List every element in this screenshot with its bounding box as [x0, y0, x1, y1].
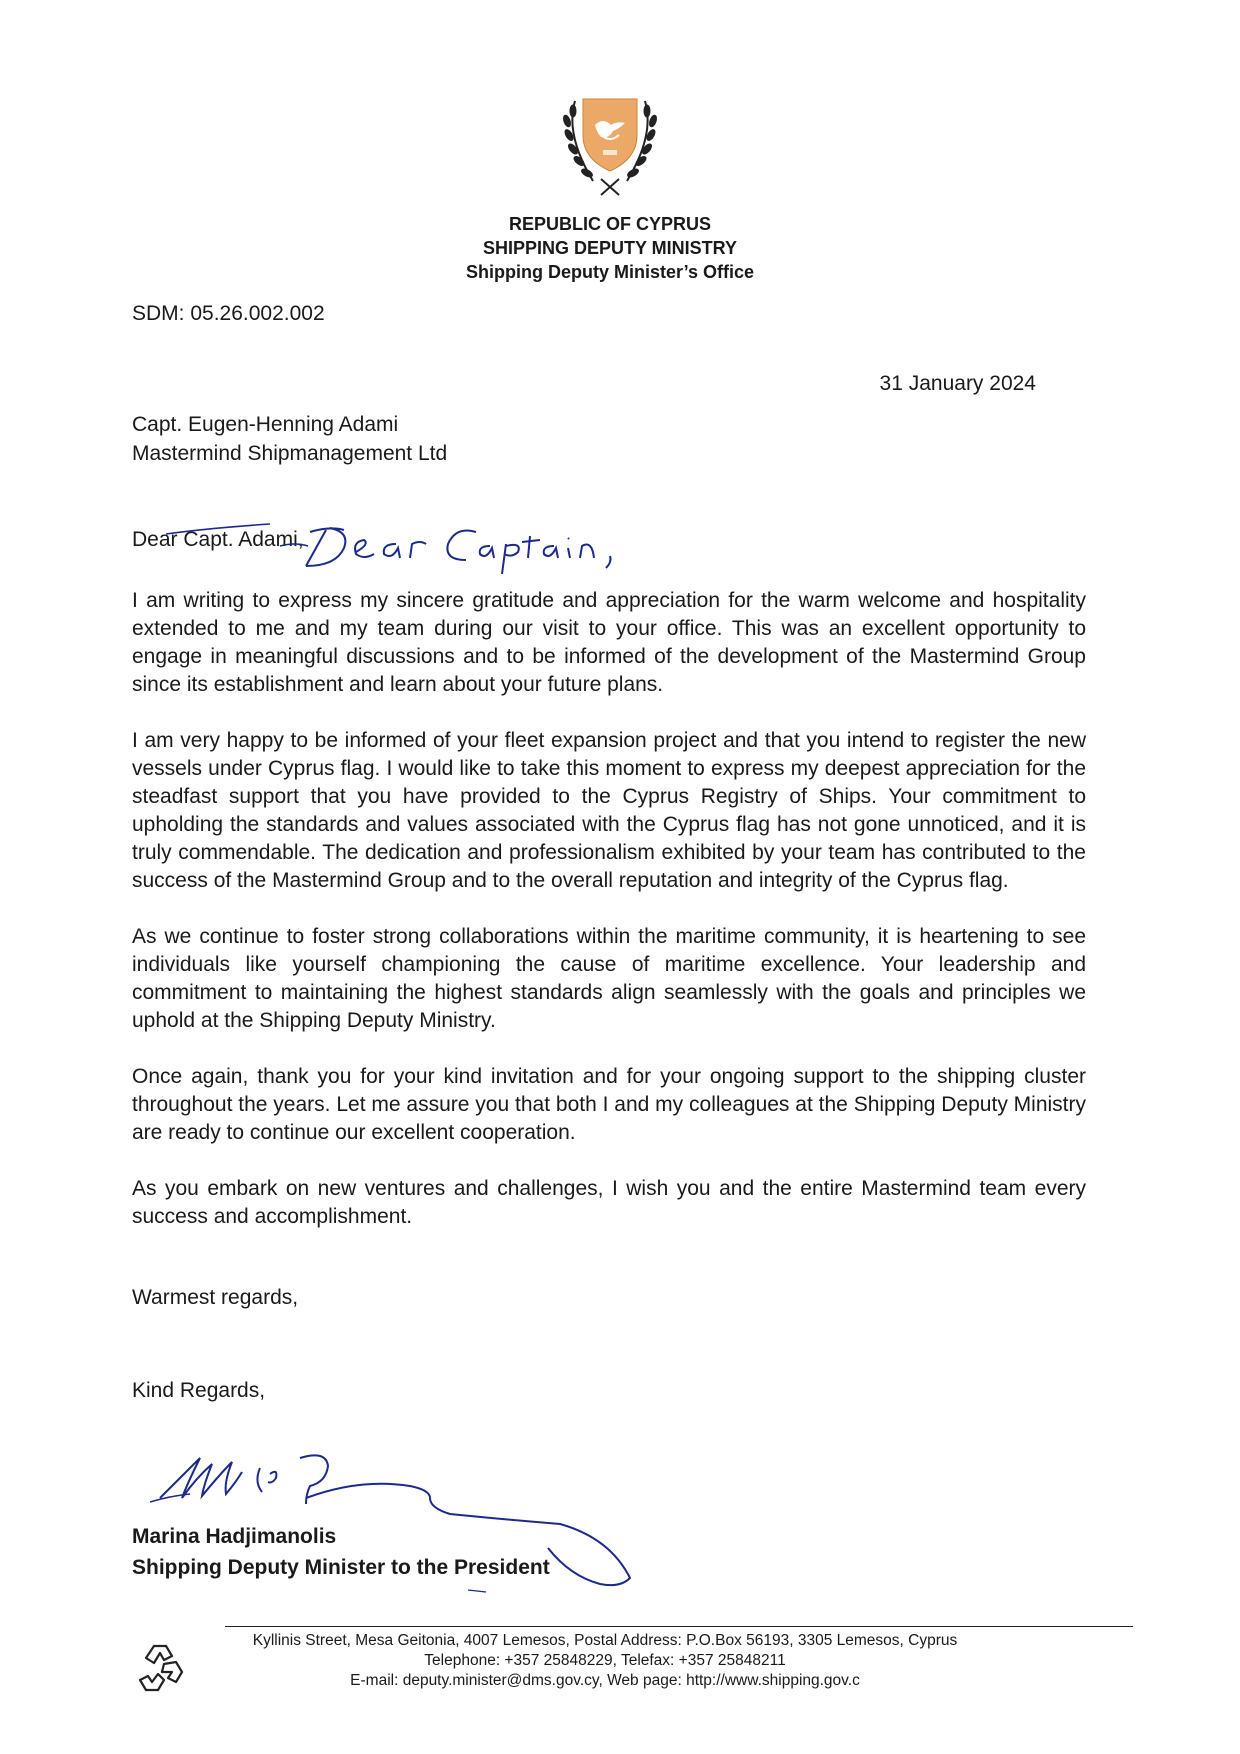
footer-phone-line: Telephone: +357 25848229, Telefax: +357 25848211 [424, 1652, 786, 1669]
cyprus-coat-of-arms-icon [555, 95, 665, 205]
recipient-name: Capt. Eugen-Henning Adami [132, 413, 399, 436]
letterhead-country: REPUBLIC OF CYPRUS [508, 214, 712, 234]
reference-number: SDM: 05.26.002.002 [132, 302, 325, 325]
signer-title: Shipping Deputy Minister to the President [132, 1556, 550, 1579]
body-paragraph-2: I am very happy to be informed of your fleet expansion project and that you intend to register the new vessels under Cyprus flag. I would like to take this moment to express my deepest appreciation for the steadfast support that you have provided to the Cyprus Registry of Ships. Your commitment to upholding the standards and values associated with the Cyprus flag has not gone unnoticed, and it is truly commendable. The dedication and professionalism exhibited by your team has contributed to the success of the Mastermind Group and to the overall reputation and integrity of the Cyprus flag. [132, 729, 1086, 892]
recycle-icon [128, 1636, 192, 1700]
closing-kind: Kind Regards, [132, 1379, 266, 1402]
closing-warmest: Warmest regards, [132, 1286, 299, 1309]
footer-divider [225, 1626, 1133, 1627]
signer-name: Marina Hadjimanolis [132, 1525, 337, 1548]
salutation-struck-name: Capt. Adami [183, 528, 298, 551]
letterhead [420, 212, 800, 284]
body-paragraph-5: As you embark on new ventures and challenges, I wish you and the entire Mastermind team every success and accomplishment. [132, 1177, 1086, 1228]
footer-address [210, 1631, 1000, 1691]
handwritten-salutation [130, 508, 690, 578]
letter-body [132, 587, 1086, 1259]
recipient-company: Mastermind Shipmanagement Ltd [132, 442, 448, 465]
letterhead-office: Shipping Deputy Minister’s Office [465, 262, 755, 282]
footer-address-line: Kyllinis Street, Mesa Geitonia, 4007 Lemesos, Postal Address: P.O.Box 56193, 3305 Lemesos, Cyprus [252, 1632, 958, 1649]
letter-date: 31 January 2024 [879, 372, 1036, 395]
recipient-block [132, 410, 447, 468]
signer-block [132, 1521, 550, 1583]
letterhead-ministry: SHIPPING DEPUTY MINISTRY [482, 238, 738, 258]
salutation-suffix: , [297, 528, 304, 551]
body-paragraph-1: I am writing to express my sincere gratitude and appreciation for the warm welcome and hospitality extended to me and my team during our visit to your office. This was an excellent opportunity to engage in meaningful discussions and to be informed of the development of the Mastermind Group since its establishment and learn about your future plans. [132, 589, 1086, 696]
footer-email-line: E-mail: deputy.minister@dms.gov.cy, Web page: http://www.shipping.gov.c [350, 1672, 860, 1689]
body-paragraph-3: As we continue to foster strong collaborations within the maritime community, it is heartening to see individuals like yourself championing the cause of maritime excellence. Your leadership and commitment to maintaining the highest standards align seamlessly with the goals and principles we uphold at the Shipping Deputy Ministry. [132, 925, 1086, 1032]
salutation-prefix: Dear [132, 528, 184, 551]
body-paragraph-4: Once again, thank you for your kind invitation and for your ongoing support to the shipping cluster throughout the years. Let me assure you that both I and my colleagues at the Shipping Deputy Ministry are ready to continue our excellent cooperation. [132, 1065, 1086, 1144]
